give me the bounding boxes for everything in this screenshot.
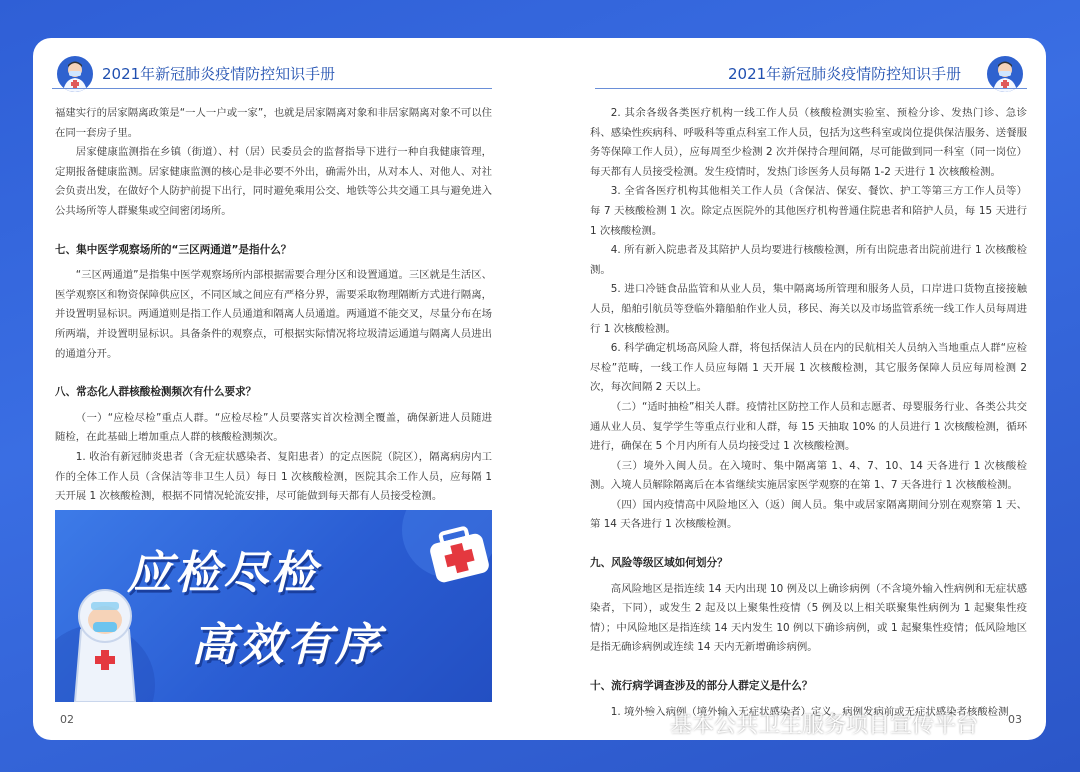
paragraph: “三区两通道”是指集中医学观察场所内部根据需要合理分区和设置通道。三区就是生活区、医学观察区和物资保障供应区，不同区域之间应有严格分界，需要采取物理隔断方式进行隔离，并设置明显标识。两通道则是指工作人员通道和隔离人员通道。两通道不能交叉，尽量分布在场所两端，并设置明显标识。具备条件的观察点，可根据实际情况将垃圾清运通道与隔离人员进出的通道分开。 bbox=[55, 269, 492, 360]
paragraph: 4. 所有新入院患者及其陪护人员均要进行核酸检测，所有出院患者出院前进行 1 次核酸检测。 bbox=[590, 244, 1027, 276]
right-column bbox=[590, 104, 1027, 722]
section-heading-8: 八、常态化人群核酸检测频次有什么要求？ bbox=[55, 386, 257, 399]
section-heading-9: 九、风险等级区域如何划分？ bbox=[590, 557, 728, 570]
banner-slogan-line2: 高效有序 bbox=[191, 618, 384, 671]
paragraph: 3. 全省各医疗机构其他相关工作人员（含保洁、保安、餐饮、护工等第三方工作人员等）每 7 天核酸检测 1 次。除定点医院外的其他医疗机构普通住院患者和陪护人员，每 15 天进行 1 次核酸检测。 bbox=[590, 185, 1027, 237]
paragraph: 1. 境外输入病例（境外输入无症状感染者）定义。病例发病前或无症状感染者核酸检测 bbox=[610, 705, 1009, 718]
watermark bbox=[640, 708, 978, 740]
banner-slogan-line1: 应检尽检 bbox=[127, 546, 320, 599]
paragraph: 5. 进口冷链食品监管和从业人员，集中隔离场所管理和服务人员，口岸进口货物直接接触人员，船舶引航员等登临外籍船舶作业人员，移民、海关以及市场监管系统一线工作人员每周进行 1 次核酸检测。 bbox=[590, 283, 1027, 335]
section-heading-10: 十、流行病学调查涉及的部分人群定义是什么？ bbox=[590, 680, 813, 693]
paragraph: （三）境外入闽人员。在入境时、集中隔离第 1、4、7、10、14 天各进行 1 次核酸检测。入境人员解除隔离后在本省继续实施居家医学观察的在第 1、7 天各进行 1 次核酸检测。 bbox=[590, 459, 1027, 492]
paragraph: （二）“适时抽检”相关人群。疫情社区防控工作人员和志愿者、母婴服务行业、各类公共交通从业人员、复学学生等重点行业和人群，每 15 天抽取 10% 的人员进行 1 次核酸检测，循环进行，确保在 5 个月内所有人员均接受过 1 次核酸检测。 bbox=[590, 400, 1027, 453]
page-number-left: 02 bbox=[60, 713, 74, 726]
header-divider-left bbox=[52, 88, 492, 89]
promo-banner bbox=[55, 510, 492, 702]
paragraph: 2. 其余各级各类医疗机构一线工作人员（核酸检测实验室、预检分诊、发热门诊、急诊科、感染性疾病科、呼吸科等重点科室工作人员，包括为这些科室或岗位提供保洁服务、送餐服务等保障工作人员），应每周至少检测 2 次并保持合理间隔，尽可能做到同一科室（同一岗位）每天都有人员接受检测。发生疫情时，发热门诊医务人员每隔 1-2 天进行 1 次核酸检测。 bbox=[590, 107, 1027, 178]
left-column bbox=[55, 104, 492, 507]
paragraph: 福建实行的居家隔离政策是“一人一户或一家”，也就是居家隔离对象和非居家隔离对象不可以住在同一套房子里。 bbox=[55, 107, 492, 139]
header-title-right: 2021年新冠肺炎疫情防控知识手册 bbox=[728, 65, 962, 83]
watermark-text: 基本公共卫生服务项目宣传平台 bbox=[670, 713, 979, 738]
wechat-icon bbox=[640, 712, 666, 740]
paragraph: 6. 科学确定机场高风险人群，将包括保洁人员在内的民航相关人员纳入当地重点人群“应检尽检”范畴，一线工作人员应每隔 1 天开展 1 次核酸检测，其它服务保障人员应每周检测 2 次，每次间隔 2 天以上。 bbox=[590, 342, 1027, 394]
paragraph: 1. 收治有新冠肺炎患者（含无症状感染者、复阳患者）的定点医院（院区），隔离病房内工作的全体工作人员（含保洁等非卫生人员）每日 1 次核酸检测，医院其余工作人员，应每隔 1 天开展 1 次核酸检测，根据不同情况轮流安排，尽可能做到每天都有人员接受检测。 bbox=[55, 450, 492, 503]
page-number-right: 03 bbox=[1008, 713, 1022, 726]
paragraph: （四）国内疫情高中风险地区入（返）闽人员。集中或居家隔离期间分别在观察第 1 天、第 14 天各进行 1 次核酸检测。 bbox=[590, 498, 1027, 531]
header-divider-right bbox=[595, 88, 1027, 89]
header-title-left: 2021年新冠肺炎疫情防控知识手册 bbox=[102, 65, 336, 83]
section-heading-7: 七、集中医学观察场所的“三区两通道”是指什么？ bbox=[55, 243, 292, 256]
paragraph: 居家健康监测指在乡镇（街道）、村（居）民委员会的监督指导下进行一种自我健康管理，定期报备健康监测。居家健康监测的核心是非必要不外出，确需外出，从对本人、对他人、对社会负责出发，在做好个人防护前提下出行，同时避免乘用公交、地铁等公共交通工具与避免进入公共场所等人群聚集或空间密闭场所。 bbox=[55, 146, 492, 217]
paragraph: 高风险地区是指连续 14 天内出现 10 例及以上确诊病例（不含境外输入性病例和无症状感染者，下同），或发生 2 起及以上聚集性疫情（5 例及以上相关联聚集性病例为 1 起聚集性疫情）；中风险地区是指连续 14 天内发生 10 例以下确诊病例，或 1 起聚集性疫情；低风险地区是指无确诊病例或连续 14 天内无新增确诊病例。 bbox=[590, 582, 1027, 654]
paragraph: （一）“应检尽检”重点人群。“应检尽检”人员要落实首次检测全覆盖，确保新进人员随进随检，在此基础上增加重点人群的核酸检测频次。 bbox=[55, 411, 492, 444]
